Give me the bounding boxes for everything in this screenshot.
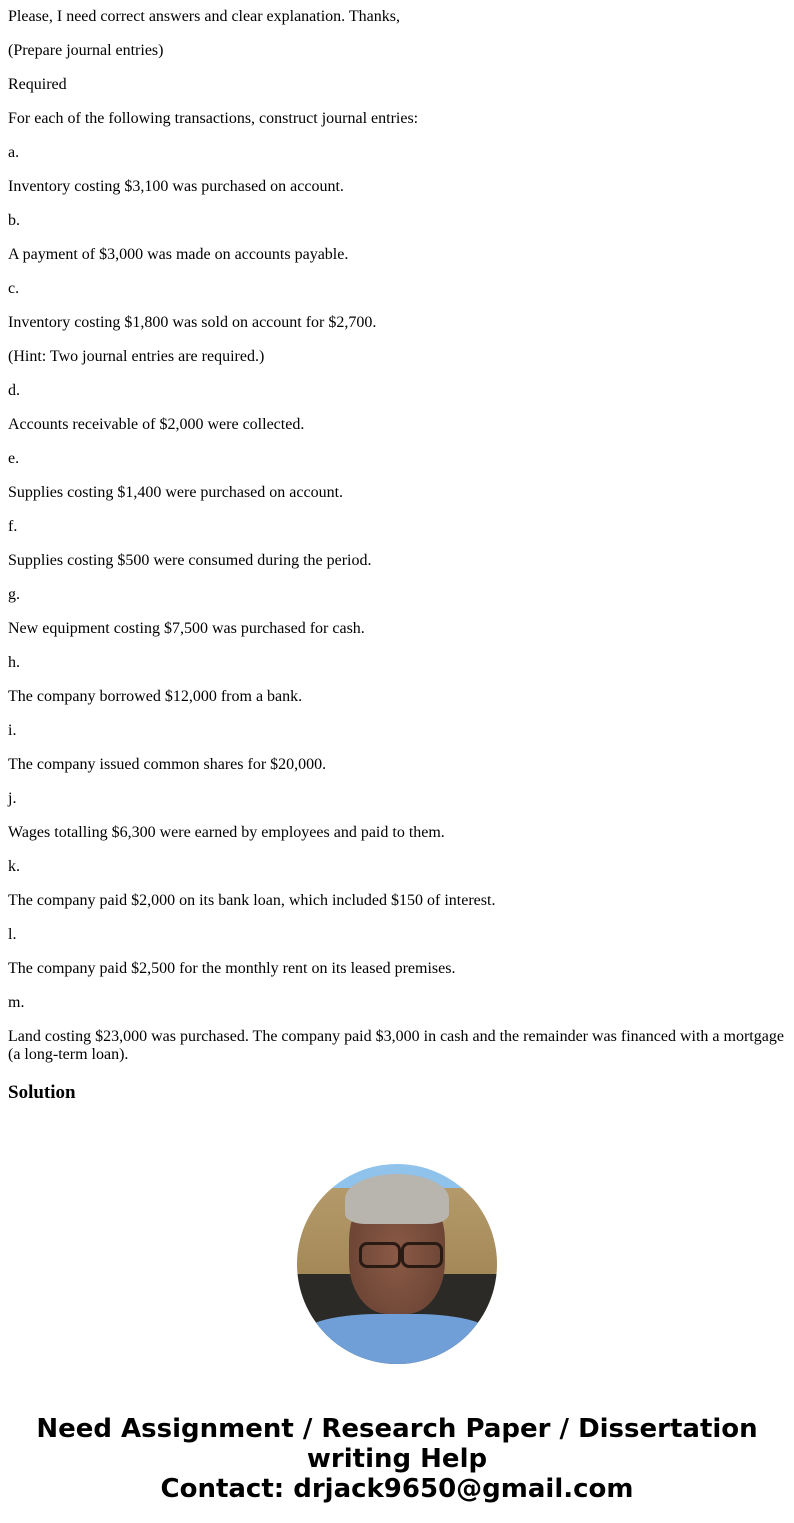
required-label: Required	[8, 76, 67, 93]
author-photo-container	[8, 1164, 786, 1364]
transaction-text: A payment of $3,000 was made on accounts payable.	[8, 246, 349, 263]
transaction-text: Accounts receivable of $2,000 were collected.	[8, 416, 305, 433]
transaction-letter: i.	[8, 722, 17, 739]
transaction-letter: h.	[8, 654, 20, 671]
ad-contact: Contact: drjack9650@gmail.com	[160, 1474, 634, 1504]
transaction-text: Land costing $23,000 was purchased. The company paid $3,000 in cash and the remainder was financed with a mortgage (a long-term loan).	[8, 1028, 784, 1063]
transaction-letter: f.	[8, 518, 18, 535]
help-advertisement	[8, 1414, 786, 1504]
transaction-text: The company issued common shares for $20,000.	[8, 756, 327, 773]
intro-text: Please, I need correct answers and clear explanation. Thanks,	[8, 8, 400, 25]
transaction-text: Supplies costing $500 were consumed during the period.	[8, 552, 372, 569]
transaction-letter: l.	[8, 926, 17, 943]
transaction-letter: a.	[8, 144, 20, 161]
transaction-text: The company paid $2,000 on its bank loan, which included $150 of interest.	[8, 892, 496, 909]
transaction-letter: j.	[8, 790, 17, 807]
transaction-text: New equipment costing $7,500 was purchased for cash.	[8, 620, 365, 637]
transaction-text: Inventory costing $3,100 was purchased on account.	[8, 178, 344, 195]
instruction-text: For each of the following transactions, construct journal entries:	[8, 110, 419, 127]
transaction-letter: b.	[8, 212, 20, 229]
transaction-text: The company borrowed $12,000 from a bank.	[8, 688, 303, 705]
transaction-list	[8, 144, 786, 1064]
transaction-text: Supplies costing $1,400 were purchased on account.	[8, 484, 344, 501]
subtitle-text: (Prepare journal entries)	[8, 42, 164, 59]
transaction-letter: d.	[8, 382, 20, 399]
solution-heading: Solution	[8, 1082, 76, 1103]
transaction-text: The company paid $2,500 for the monthly rent on its leased premises.	[8, 960, 456, 977]
transaction-letter: e.	[8, 450, 20, 467]
transaction-hint: (Hint: Two journal entries are required.)	[8, 348, 265, 365]
transaction-text: Inventory costing $1,800 was sold on account for $2,700.	[8, 314, 377, 331]
transaction-text: Wages totalling $6,300 were earned by employees and paid to them.	[8, 824, 445, 841]
transaction-letter: m.	[8, 994, 25, 1011]
transaction-letter: c.	[8, 280, 20, 297]
ad-headline: Need Assignment / Research Paper / Dissertation writing Help	[36, 1414, 758, 1474]
transaction-letter: k.	[8, 858, 20, 875]
transaction-letter: g.	[8, 586, 20, 603]
author-photo	[297, 1164, 497, 1364]
